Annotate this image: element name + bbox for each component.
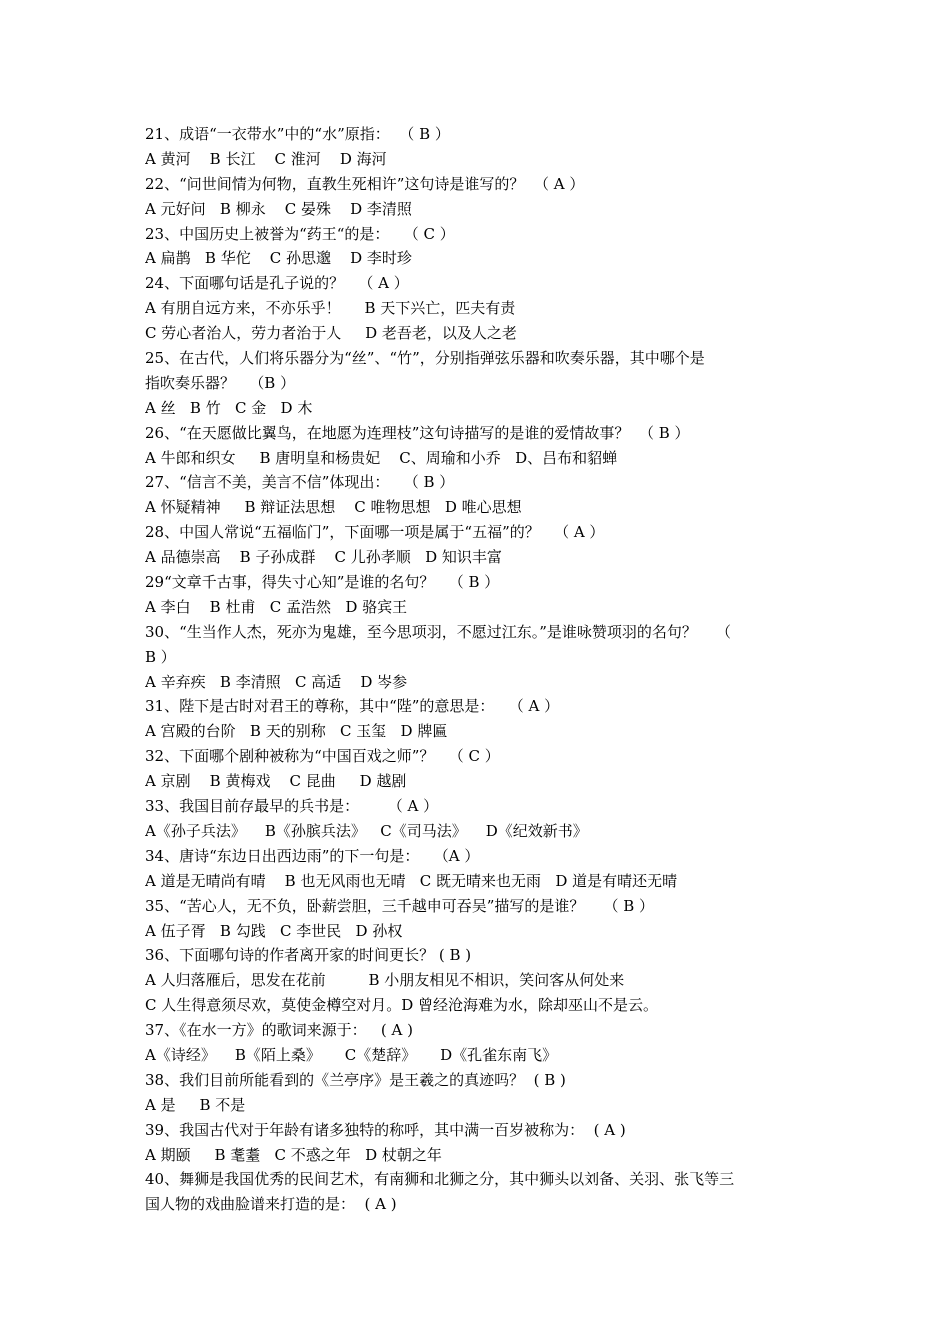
question-33: 33、我国目前存最早的兵书是： （ A ）	[145, 797, 439, 816]
options-26: A 牛郎和织女 B 唐明皇和杨贵妃 C、周瑜和小乔 D、吕布和貂蝉	[145, 448, 618, 467]
options-23: A 扁鹊 B 华佗 C 孙思邈 D 李时珍	[145, 249, 412, 268]
question-35: 35、“苦心人，无不负，卧薪尝胆，三千越申可吞吴”描写的是谁？ （ B ）	[145, 896, 655, 915]
question-24: 24、下面哪句话是孔子说的？ （ A ）	[145, 274, 409, 293]
question-36: 36、下面哪句诗的作者离开家的时间更长？ ( B )	[145, 946, 472, 965]
options-34: A 道是无晴尚有晴 B 也无风雨也无晴 C 既无晴来也无雨 D 道是有晴还无晴	[145, 871, 678, 890]
question-38: 38、我们目前所能看到的《兰亭序》是王羲之的真迹吗？ ( B )	[145, 1070, 566, 1089]
options-32: A 京剧 B 黄梅戏 C 昆曲 D 越剧	[145, 772, 407, 791]
options-37: A《诗经》 B《陌上桑》 C《楚辞》 D《孔雀东南飞》	[145, 1045, 558, 1064]
options-30: A 辛弃疾 B 李清照 C 高适 D 岑参	[145, 672, 408, 691]
options-25: A 丝 B 竹 C 金 D 木	[145, 398, 313, 417]
options-39: A 期颐 B 耄耋 C 不惑之年 D 杖朝之年	[145, 1145, 442, 1164]
options-21: A 黄河 B 长江 C 淮河 D 海河	[145, 149, 387, 168]
question-34: 34、唐诗“东边日出西边雨”的下一句是： （A ）	[145, 846, 480, 865]
question-30: 30、“生当作人杰，死亦为鬼雄，至今思项羽，不愿过江东。”是谁咏赞项羽的名句？ （	[145, 622, 731, 641]
options-24-ab: A 有朋自远方来，不亦乐乎！ B 天下兴亡，匹夫有责	[145, 299, 516, 318]
options-31: A 宫殿的台阶 B 天的别称 C 玉玺 D 牌匾	[145, 722, 448, 741]
question-31: 31、陛下是古时对君王的尊称，其中“陛”的意思是： （ A ）	[145, 697, 560, 716]
options-36-ab: A 人归落雁后，思发在花前 B 小朋友相见不相识，笑问客从何处来	[145, 971, 625, 990]
options-33: A《孙子兵法》 B《孙膑兵法》 C《司马法》 D《纪效新书》	[145, 821, 588, 840]
options-29: A 李白 B 杜甫 C 孟浩然 D 骆宾王	[145, 597, 408, 616]
question-27: 27、“信言不美，美言不信”体现出： （ B ）	[145, 473, 455, 492]
question-40: 40、舞狮是我国优秀的民间艺术，有南狮和北狮之分，其中狮头以刘备、关羽、张飞等三	[145, 1170, 735, 1189]
options-38: A 是 B 不是	[145, 1095, 246, 1114]
document-page	[145, 122, 817, 1217]
options-28: A 品德崇高 B 子孙成群 C 儿孙孝顺 D 知识丰富	[145, 548, 502, 567]
question-32: 32、下面哪个剧种被称为“中国百戏之师”？ （ C ）	[145, 747, 500, 766]
question-30-cont: B ）	[145, 647, 176, 666]
question-39: 39、我国古代对于年龄有诸多独特的称呼，其中满一百岁被称为： ( A )	[145, 1120, 626, 1139]
question-37: 37、《在水一方》的歌词来源于： ( A )	[145, 1021, 413, 1040]
question-25-cont: 指吹奏乐器？ （B ）	[145, 373, 296, 392]
question-23: 23、中国历史上被誉为“药王“的是： （ C ）	[145, 224, 455, 243]
options-27: A 怀疑精神 B 辩证法思想 C 唯物思想 D 唯心思想	[145, 498, 522, 517]
options-36-cd: C 人生得意须尽欢，莫使金樽空对月。D 曾经沧海难为水，除却巫山不是云。	[145, 996, 659, 1015]
question-26: 26、“在天愿做比翼鸟，在地愿为连理枝”这句诗描写的是谁的爱情故事？ （ B ）	[145, 423, 690, 442]
question-40-cont: 国人物的戏曲脸谱来打造的是： ( A )	[145, 1195, 397, 1214]
question-28: 28、中国人常说“五福临门”，下面哪一项是属于“五福”的？ （ A ）	[145, 523, 605, 542]
options-35: A 伍子胥 B 勾践 C 李世民 D 孙权	[145, 921, 403, 940]
question-22: 22、“问世间情为何物，直教生死相许”这句诗是谁写的？ （ A ）	[145, 174, 585, 193]
options-24-cd: C 劳心者治人，劳力者治于人 D 老吾老，以及人之老	[145, 324, 517, 343]
question-25: 25、在古代，人们将乐器分为“丝”、“竹”，分别指弹弦乐器和吹奏乐器，其中哪个是	[145, 349, 705, 368]
options-22: A 元好问 B 柳永 C 晏殊 D 李清照	[145, 199, 412, 218]
question-21: 21、成语“一衣带水”中的“水”原指： （ B ）	[145, 125, 450, 143]
question-29: 29“文章千古事，得失寸心知”是谁的名句？ （ B ）	[145, 573, 500, 592]
